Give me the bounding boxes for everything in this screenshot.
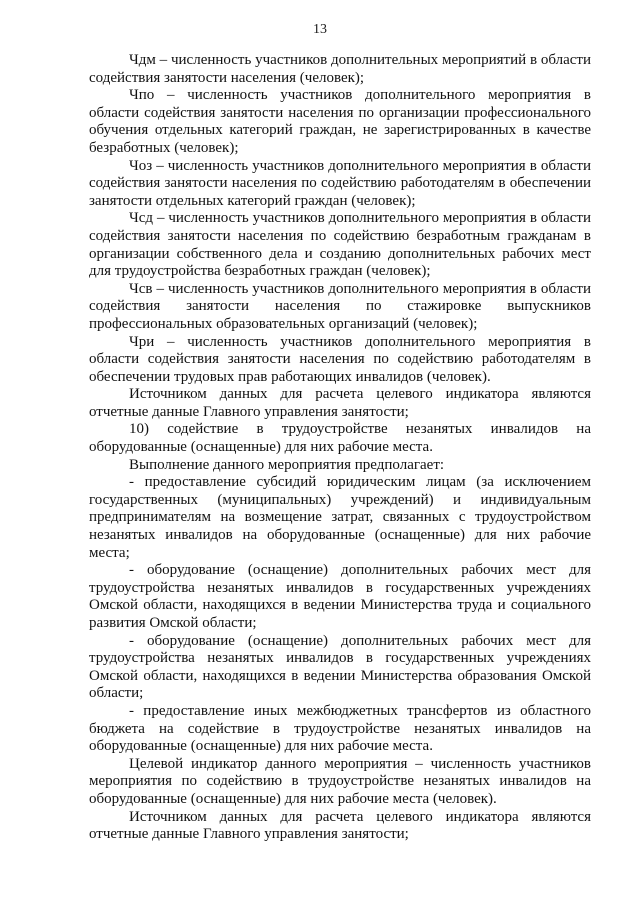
paragraph: Источником данных для расчета целевого индикатора являются отчетные данные Главного управления занятости; <box>89 808 591 843</box>
paragraph: Чпо – численность участников дополнительного мероприятия в области содействия занятости населения по организации профессионального обучения отдельных категорий граждан, не зарегистрированных в качестве безработных (человек); <box>89 87 591 156</box>
paragraph: Чсд – численность участников дополнительного мероприятия в области содействия занятости населения по содействию безработным гражданам в организации собственного дела и созданию дополнительных рабочих мест для трудоустройства безработных граждан (человек); <box>89 210 591 280</box>
list-item: - предоставление иных межбюджетных трансфертов из областного бюджета на содействие в трудоустройстве незанятых инвалидов на оборудованные (оснащенные) для них рабочие места. <box>89 702 591 755</box>
paragraph: Чоз – численность участников дополнительного мероприятия в области содействия занятости населения по содействию работодателям в обеспечении занятости отдельных категорий граждан (человек); <box>89 157 591 209</box>
paragraph: Чри – численность участников дополнительного мероприятия в области содействия занятости населения по содействию работодателям в обеспечении трудовых прав работающих инвалидов (человек). <box>89 333 591 385</box>
paragraph: Целевой индикатор данного мероприятия – численность участников мероприятия по содействию в трудоустройстве незанятых инвалидов на оборудованные (оснащенные) для них рабочие места (человек). <box>89 755 591 807</box>
page-number: 13 <box>313 22 327 37</box>
list-item: - предоставление субсидий юридическим лицам (за исключением государственных (муниципальных) учреждений) и индивидуальным предпринимателям на возмещение затрат, связанных с трудоустройством незанятых инвалидов на оборудованные (оснащенные) для них рабочие места; <box>89 474 591 561</box>
paragraph: 10) содействие в трудоустройстве незанятых инвалидов на оборудованные (оснащенные) для них рабочие места. <box>89 421 591 456</box>
paragraph: Источником данных для расчета целевого индикатора являются отчетные данные Главного управления занятости; <box>89 386 591 420</box>
list-item: - оборудование (оснащение) дополнительных рабочих мест для трудоустройства незанятых инвалидов в государственных учреждениях Омской области, находящихся в ведении Министерства труда и социального развития Омской области; <box>89 562 591 631</box>
list-item: - оборудование (оснащение) дополнительных рабочих мест для трудоустройства незанятых инвалидов в государственных учреждениях Омской области, находящихся в ведении Министерства образования Омской области; <box>89 632 591 702</box>
document-body <box>89 52 591 844</box>
paragraph: Выполнение данного мероприятия предполагает: <box>129 456 445 473</box>
paragraph: Чдм – численность участников дополнительных мероприятий в области содействия занятости населения (человек); <box>89 52 591 86</box>
paragraph: Чсв – численность участников дополнительного мероприятия в области содействия занятости населения по стажировке выпускников профессиональных образовательных организаций (человек); <box>89 280 591 332</box>
